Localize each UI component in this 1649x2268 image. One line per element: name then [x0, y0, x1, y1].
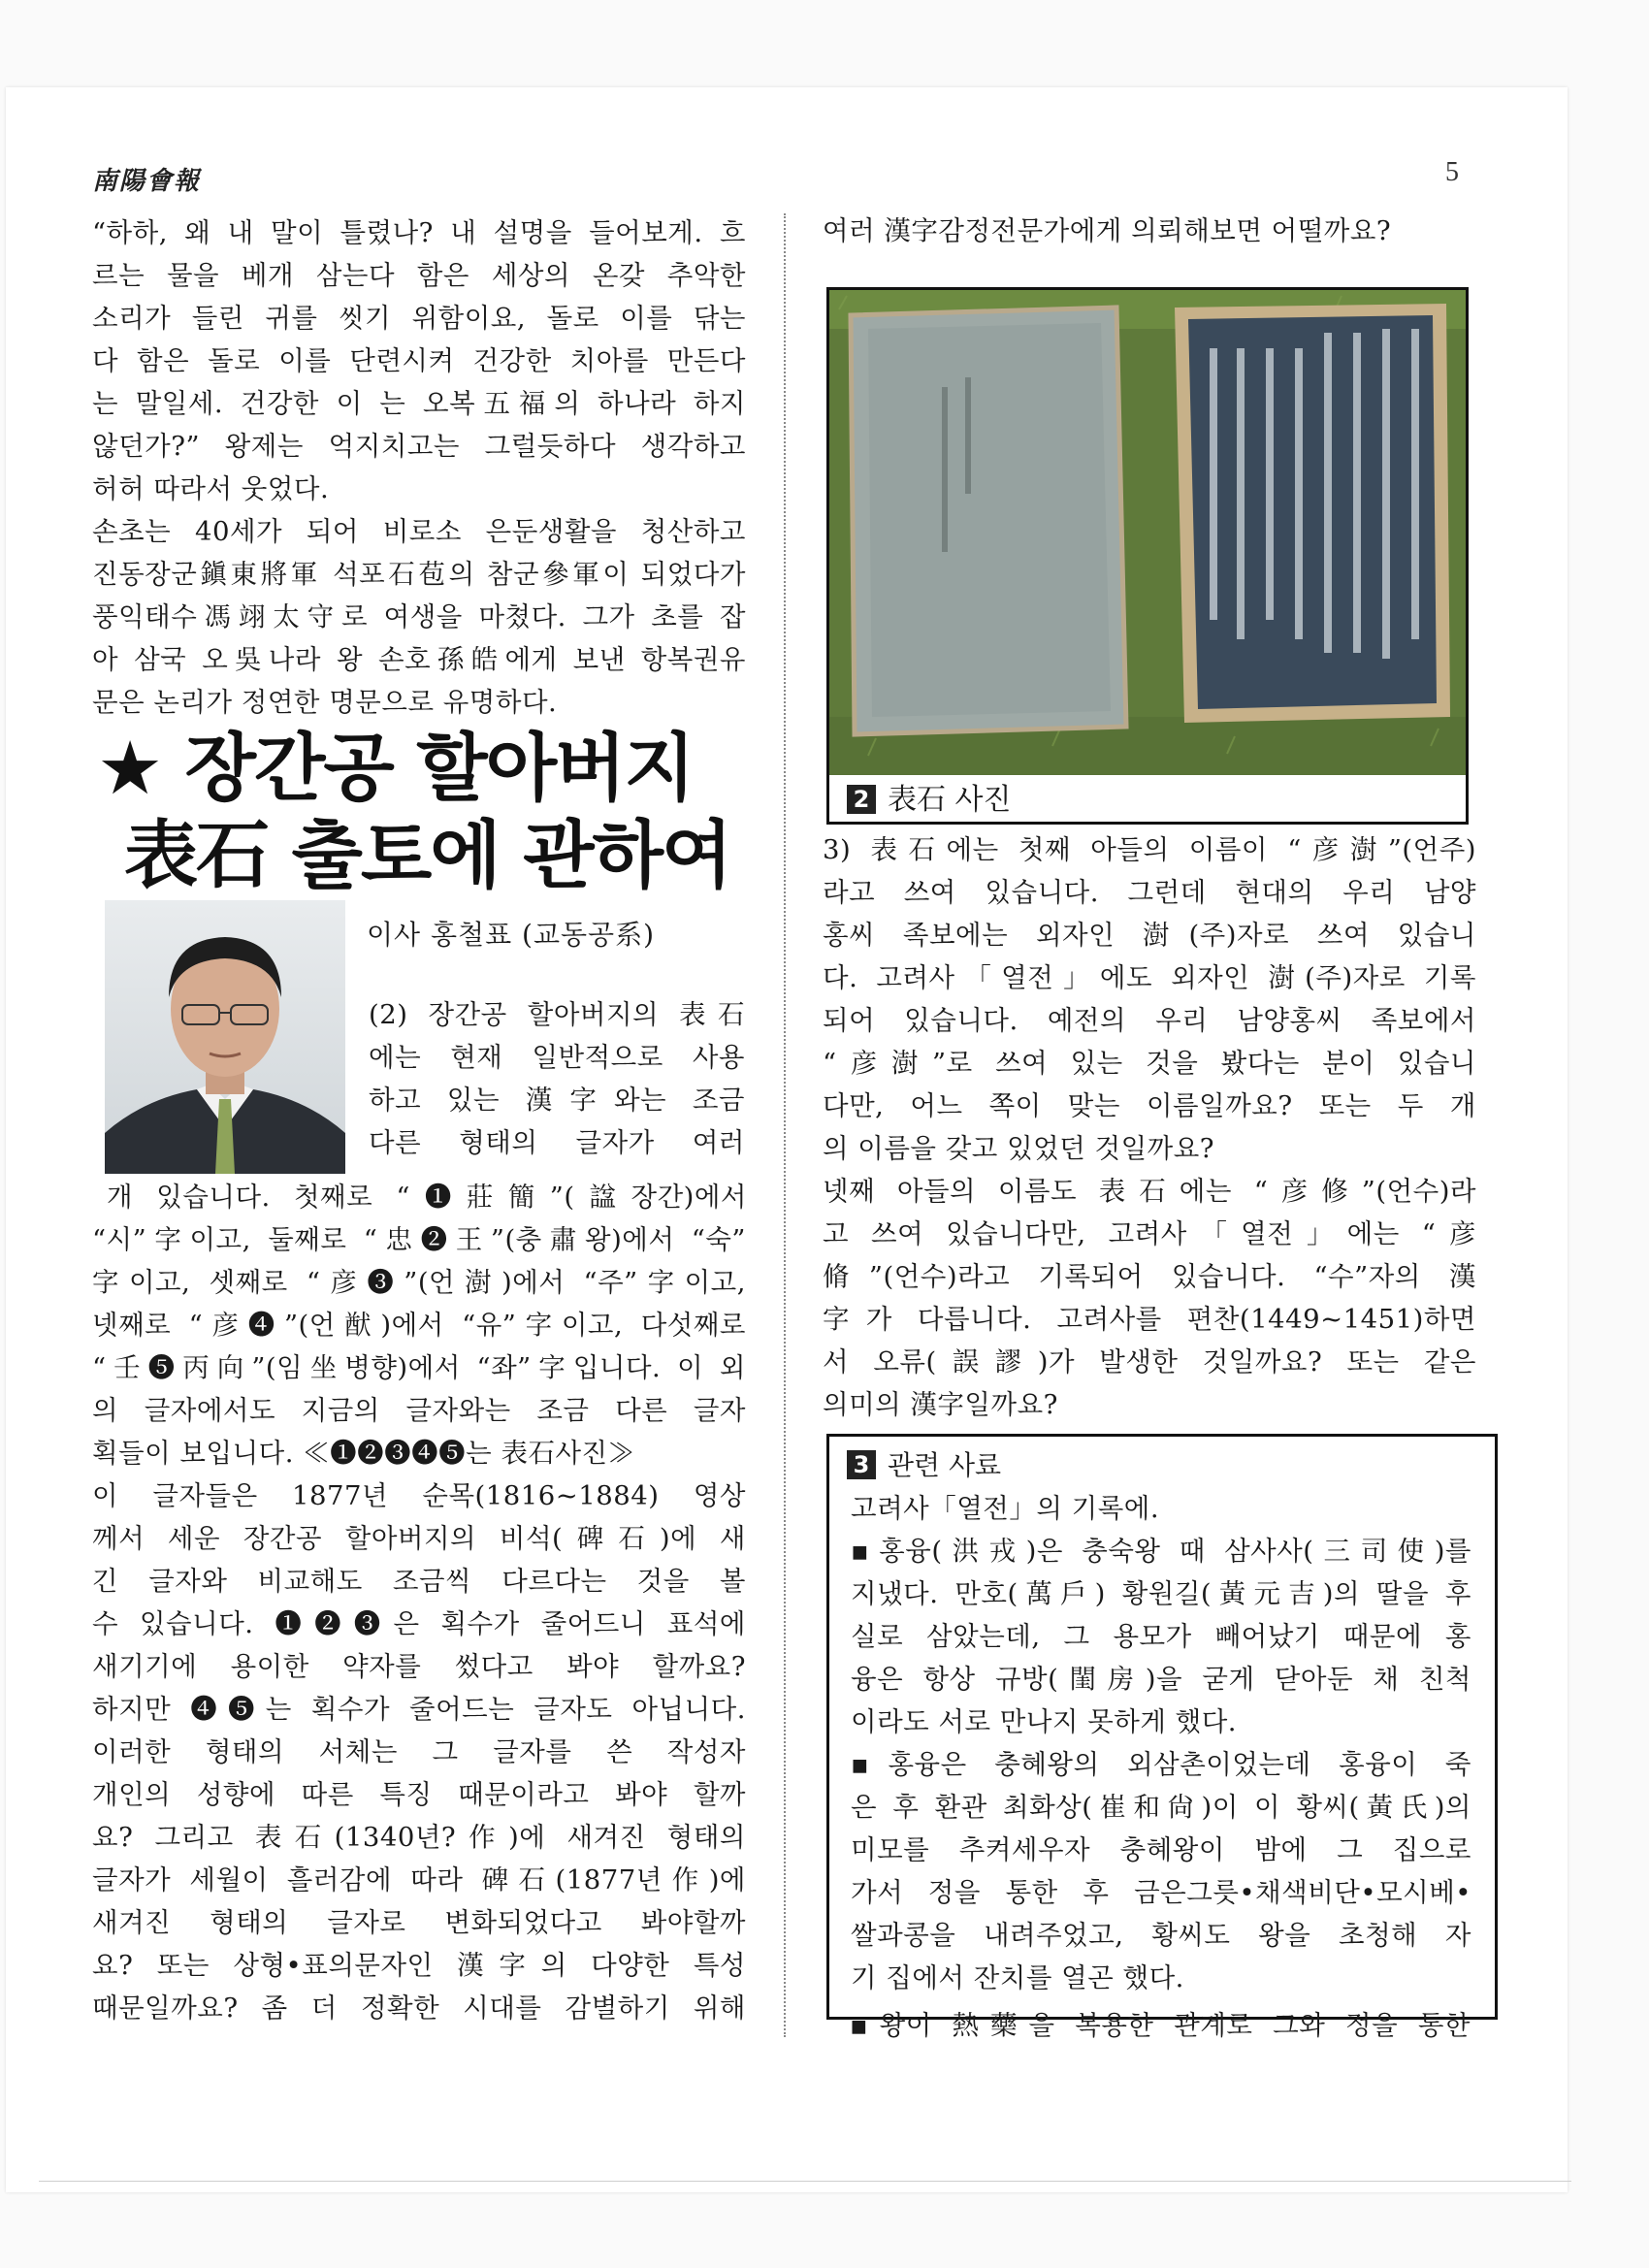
note-title-text: 관련 사료 [888, 1449, 1002, 1481]
text-line: 字가 다릅니다. 고려사를 편찬(1449~1451)하면 [823, 1304, 1476, 1335]
text-line: 넷째 아들의 이름도 表石에는 “彦修”(언수)라 [823, 1176, 1476, 1207]
text-line: 여러 漢字감정전문가에게 의뢰해보면 어떨까요? [823, 215, 1392, 246]
text-line: 아 삼국 오吳나라 왕 손호孫皓에게 보낸 항복권유 [92, 644, 746, 675]
column-divider [784, 213, 786, 2037]
text-line: 요? 그리고 表石(1340년?作)에 새겨진 형태의 [92, 1822, 746, 1853]
text-line: 다 함은 돌로 이를 단련시켜 건강한 치아를 만든다 [92, 345, 746, 376]
text-line: 하고 있는 漢字와는 조금 [369, 1085, 745, 1116]
note-line: ▪왕이 熱藥을 복용한 관계로 그와 정을 통한 [850, 2010, 1471, 2041]
text-line: 진동장군鎭東將軍 석포石苞의 참군參軍이 되었다가 [92, 559, 746, 590]
text-line: “시”字이고, 둘째로 “忠❷王”(충肅왕)에서 “숙” [92, 1224, 746, 1255]
text-line: 홍씨 족보에는 외자인 澍(주)자로 쓰여 있습니 [823, 920, 1476, 951]
text-line: (2) 장간공 할아버지의 表石 [369, 999, 745, 1030]
text-line: “하하, 왜 내 말이 틀렸나? 내 설명을 들어보게. 흐 [92, 217, 746, 248]
text-line: 새겨진 형태의 글자로 변화되었다고 봐야할까 [92, 1907, 746, 1938]
text-line: 다만, 어느 쪽이 맞는 이름일까요? 또는 두 개 [823, 1090, 1476, 1121]
text-line: 풍익태수馮翊太守로 여생을 마쳤다. 그가 초를 잡 [92, 601, 746, 632]
note-line: 가서 정을 통한 후 금은그릇•채색비단•모시베• [851, 1877, 1471, 1908]
text-line: 의 글자에서도 지금의 글자와는 조금 다른 글자 [92, 1395, 746, 1426]
text-line: 는 말일세. 건강한 이 는 오복五福의 하나라 하지 [92, 388, 746, 419]
text-line: 문은 논리가 정연한 명문으로 유명하다. [92, 687, 558, 718]
text-line: 않던가?” 왕제는 억지치고는 그럴듯하다 생각하고 [92, 431, 746, 462]
note-line: 융은 항상 규방(閨房)을 굳게 닫아둔 채 친척 [851, 1664, 1471, 1695]
text-line: 개인의 성향에 따른 특징 때문이라고 봐야 할까 [92, 1779, 746, 1810]
text-line: 라고 쓰여 있습니다. 그런데 현대의 우리 남양 [823, 877, 1476, 908]
text-line: 이 글자들은 1877년 순목(1816~1884) 영상 [92, 1480, 746, 1511]
note-line: 실로 삼았는데, 그 용모가 빼어났기 때문에 홍 [851, 1621, 1471, 1652]
text-line: 脩”(언수)라고 기록되어 있습니다. “수”자의 漢 [823, 1261, 1476, 1292]
text-line: 소리가 들린 귀를 씻기 위함이요, 돌로 이를 닦는 [92, 303, 746, 334]
note-line: 기 집에서 잔치를 열곤 했다. [851, 1962, 1184, 1993]
note-line: 쌀과콩을 내려주었고, 황씨도 왕을 초청해 자 [851, 1920, 1471, 1951]
text-line: 긴 글자와 비교해도 조금씩 다르다는 것을 볼 [92, 1566, 746, 1597]
text-line: 새기기에 용이한 약자를 썼다고 봐야 할까요? [92, 1651, 746, 1682]
note-line: 지냈다. 만호(萬戶) 황원길(黃元吉)의 딸을 후 [851, 1578, 1471, 1609]
article-headline-line2: 表石 출토에 관하여 [124, 812, 731, 898]
photo-caption-text: 表石 사진 [888, 783, 1012, 817]
page-number: 5 [1445, 157, 1459, 187]
text-line: 고 쓰여 있습니다만, 고려사「열전」에는 “彦 [823, 1218, 1476, 1249]
text-line: 획들이 보입니다. ≪❶❷❸❹❺는 表石사진≫ [92, 1438, 635, 1469]
text-line: 르는 물을 베개 삼는다 함은 세상의 온갖 추악한 [92, 260, 746, 291]
text-line: “壬❺丙向”(임坐병향)에서 “좌”字입니다. 이 외 [92, 1352, 746, 1383]
text-line: 요? 또는 상형•표의문자인 漢字의 다양한 특성 [92, 1950, 746, 1981]
article-headline-line1: ★ 장간공 할아버지 [97, 725, 694, 811]
text-line: 손초는 40세가 되어 비로소 은둔생활을 청산하고 [92, 516, 746, 547]
text-line: 이러한 형태의 서체는 그 글자를 쓴 작성자 [92, 1736, 746, 1767]
note-line: 이라도 서로 만나지 못하게 했다. [851, 1706, 1238, 1737]
note-line: ▪홍융은 충혜왕의 외삼촌이었는데 홍융이 죽 [851, 1749, 1471, 1780]
text-line: 하지만 ❹❺는 획수가 줄어드는 글자도 아닙니다. [92, 1694, 746, 1725]
note-line: 미모를 추켜세우자 충혜왕이 밤에 그 집으로 [851, 1834, 1471, 1865]
newsletter-masthead: 南陽會報 [92, 167, 202, 196]
text-line: 의미의 漢字일까요? [823, 1389, 1058, 1420]
photo-number-badge: 2 [847, 785, 876, 814]
text-line: 서 오류(誤謬)가 발생한 것일까요? 또는 같은 [823, 1346, 1476, 1377]
text-line: 허허 따라서 웃었다. [92, 473, 330, 504]
stone-tablet-photo [826, 287, 1469, 825]
text-line: 字이고, 셋째로 “彦❸”(언澍)에서 “주”字이고, [92, 1267, 746, 1298]
related-sources-box [826, 1434, 1498, 2020]
author-byline: 이사 홍철표 (교동공系) [367, 919, 656, 951]
text-line: 의 이름을 갖고 있었던 것일까요? [823, 1133, 1215, 1164]
text-line: 다른 형태의 글자가 여러 [369, 1127, 745, 1158]
text-line: 수 있습니다. ❶❷❸은 획수가 줄어드니 표석에 [92, 1608, 746, 1639]
text-line: 에는 현재 일반적으로 사용 [369, 1042, 745, 1073]
author-photo [105, 900, 345, 1174]
bottom-rule [39, 2181, 1571, 2182]
text-line: “彦澍”로 쓰여 있는 것을 봤다는 분이 있습니 [823, 1048, 1476, 1079]
text-line: 글자가 세월이 흘러감에 따라 碑石(1877년作)에 [92, 1864, 746, 1895]
note-line: ▪홍융(洪戎)은 충숙왕 때 삼사사(三司使)를 [851, 1536, 1471, 1567]
text-line: 되어 있습니다. 예전의 우리 남양홍씨 족보에서 [823, 1005, 1476, 1036]
text-line: 다. 고려사「열전」에도 외자인 澍(주)자로 기록 [823, 962, 1476, 993]
note-number-badge: 3 [847, 1450, 876, 1479]
photo-caption [847, 775, 1012, 818]
note-title [847, 1444, 1001, 1487]
text-line: 때문일까요? 좀 더 정확한 시대를 감별하기 위해 [92, 1993, 746, 2024]
text-line: 3) 表石에는 첫째 아들의 이름이 “彦澍”(언주) [823, 834, 1476, 865]
note-line: 고려사「열전」의 기록에. [851, 1493, 1160, 1524]
note-line: 은 후 환관 최화상(崔和尙)이 이 황씨(黃氏)의 [851, 1792, 1471, 1823]
text-line: 넷째로 “彦❹”(언猷)에서 “유”字이고, 다섯째로 [92, 1310, 746, 1341]
text-line: 개 있습니다. 첫째로 “❶莊簡”(諡장간)에서 [107, 1182, 747, 1213]
text-line: 께서 세운 장간공 할아버지의 비석(碑石)에 새 [92, 1523, 746, 1554]
